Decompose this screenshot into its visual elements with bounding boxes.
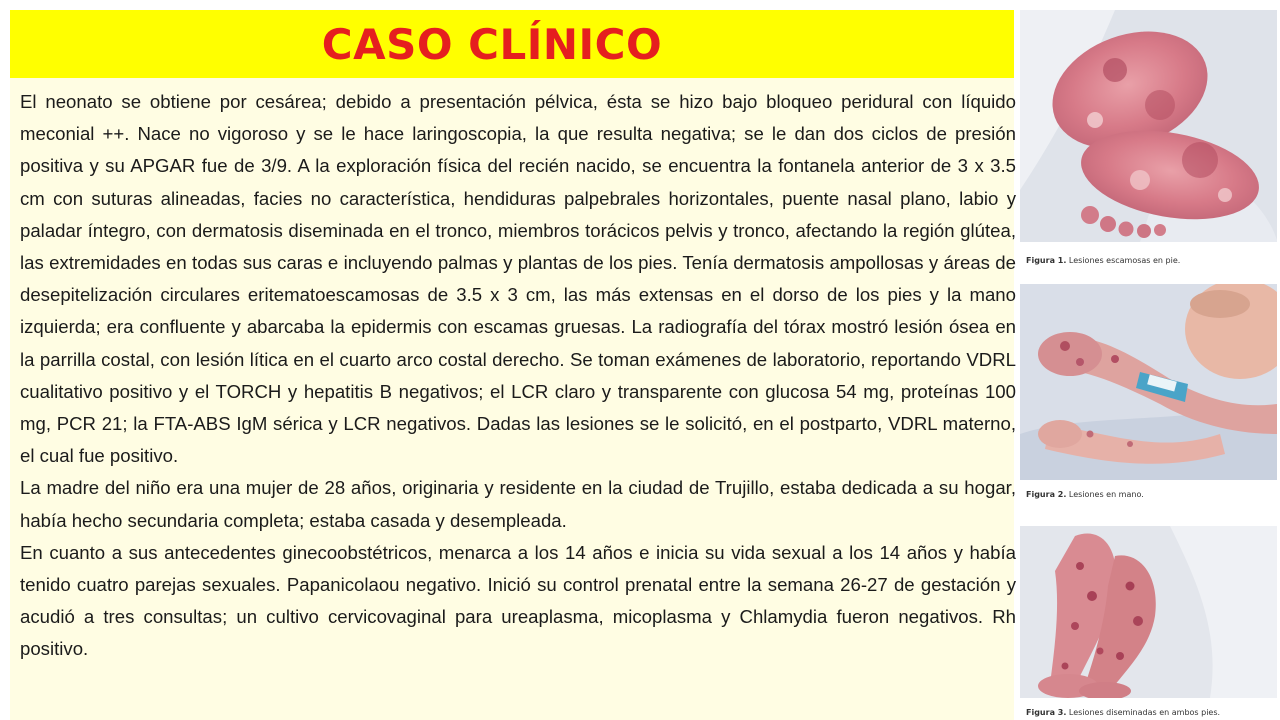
figure-column xyxy=(1018,0,1280,720)
title-band xyxy=(10,10,1014,78)
figure-1-text: Lesiones escamosas en pie. xyxy=(1068,256,1181,265)
case-text-panel xyxy=(10,78,1014,720)
figure-3-label: Figura 3. xyxy=(1026,708,1067,717)
figure-1-photo xyxy=(1020,10,1277,242)
figure-1-label: Figura 1. xyxy=(1026,256,1067,265)
figure-2-caption xyxy=(1026,490,1144,499)
figure-2-photo xyxy=(1020,284,1277,480)
paragraph-gynecological-history: En cuanto a sus antecedentes ginecoobstétricos, menarca a los 14 años e inicia su vida sexual a los 14 años y había tenido cuatro parejas sexuales. Papanicolaou negativo. Inició su control prenatal entre la semana 26-27 de gestación y acudió a tres consultas; un cultivo cervicovaginal para ureaplasma, micoplasma y Chlamydia fueron negativos. Rh positivo. xyxy=(20,541,1016,660)
figure-2-text: Lesiones en mano. xyxy=(1068,490,1144,499)
paragraph-case-description: El neonato se obtiene por cesárea; debido a presentación pélvica, ésta se hizo bajo bloqueo peridural con líquido meconial ++. Nace no vigoroso y se le hace laringoscopia, la que resulta negativa; se le dan dos ciclos de presión positiva y su APGAR fue de 3/9. A la exploración física del recién nacido, se encuentra la fontanela anterior de 3 x 3.5 cm con suturas alineadas, facies no característica, hendiduras palpebrales horizontales, puente nasal plano, labio y paladar íntegro, con dermatosis diseminada en el tronco, miembros torácicos pelvis y tronco, afectando la región glútea, las extremidades en todas sus caras e incluyendo palmas y plantas de los pies. Tenía dermatosis ampollosas y áreas de desepitelización circulares eritematoescamosas de 3.5 x 3 cm, las más extensas en el dorso de los pies y la mano izquierda; era confluente y abarcaba la epidermis con escamas gruesas. La radiografía del tórax mostró lesión ósea en la parrilla costal, con lesión lítica en el cuarto arco costal derecho. Se toman exámenes de laboratorio, reportando VDRL cualitativo positivo y el TORCH y hepatitis B negativos; el LCR claro y transparente con glucosa 54 mg, proteínas 100 mg, PCR 21; la FTA-ABS IgM sérica y LCR negativos. Dadas las lesiones se le solicitó, en el postparto, VDRL materno, el cual fue positivo. xyxy=(20,91,1016,467)
feet-lesions-image xyxy=(1020,10,1277,242)
case-body xyxy=(20,86,1016,666)
hand-lesions-image xyxy=(1020,284,1277,480)
figure-3-photo xyxy=(1020,526,1277,698)
figure-3-caption xyxy=(1026,708,1220,717)
figure-2-label: Figura 2. xyxy=(1026,490,1067,499)
legs-lesions-image xyxy=(1020,526,1277,698)
figure-3-text: Lesiones diseminadas en ambos pies. xyxy=(1068,708,1221,717)
slide-title: CASO CLÍNICO xyxy=(321,19,663,69)
figure-1-caption xyxy=(1026,256,1180,265)
paragraph-mother-profile: La madre del niño era una mujer de 28 años, originaria y residente en la ciudad de Trujillo, estaba dedicada a su hogar, había hecho secundaria completa; estaba casada y desempleada. xyxy=(20,477,1016,531)
